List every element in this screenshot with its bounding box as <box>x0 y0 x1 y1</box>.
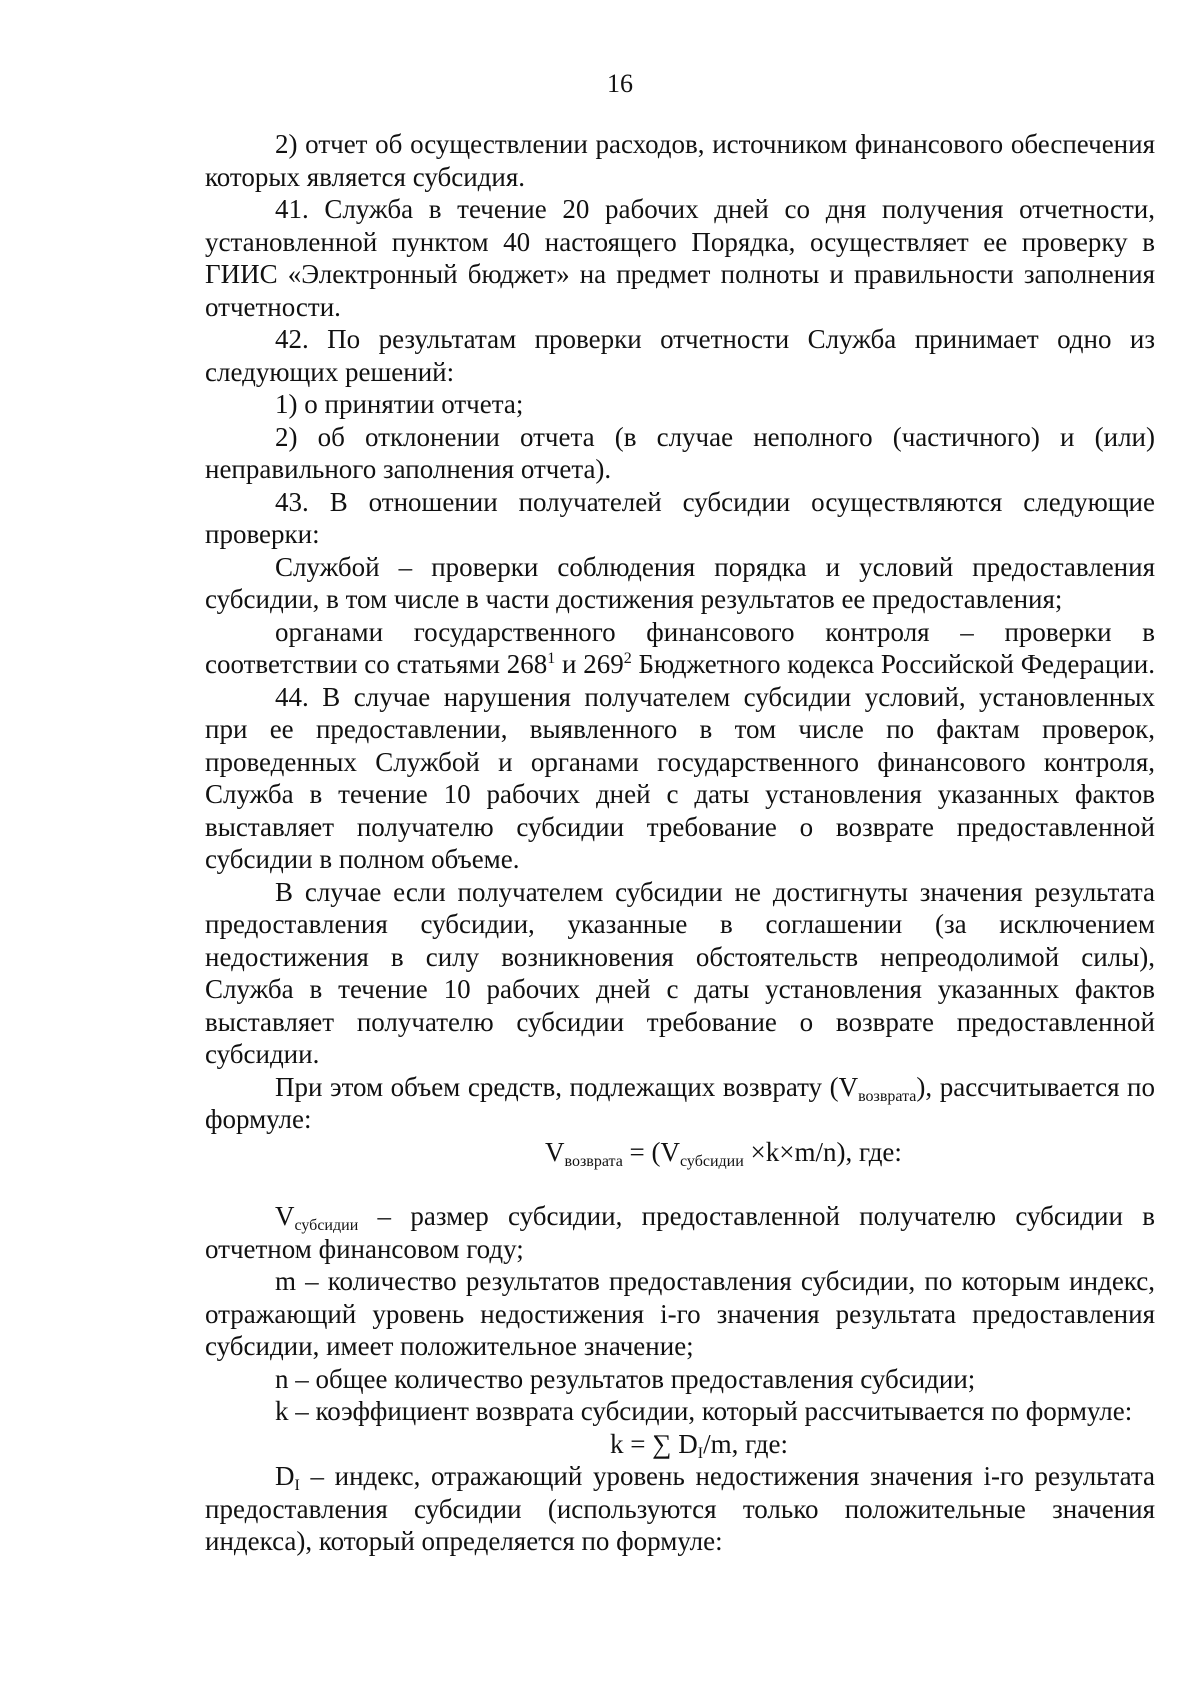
definition-n: n – общее количество результатов предоставления субсидии; <box>275 1363 976 1394</box>
paragraph-42-item-1: 1) о принятии отчета; <box>275 389 524 419</box>
definition-k: k – коэффициент возврата субсидии, который рассчитывается по формуле: <box>275 1396 1133 1426</box>
paragraph-44: 44. В случае нарушения получателем субсидии условий, установленных при ее предоставлении, выявленного в том числе по фактам проверок, проведенных Службой и органами государственного финансового контроля, Служба в течение 10 рабочих дней с даты установления указанных фактов выставляет получателю субсидии требование о возврате предоставленной субсидии в полном объеме. <box>205 681 1155 874</box>
formula-k: k = ∑ $D_I/m$, где: <box>610 1428 789 1462</box>
paragraph-42: 42. По результатам проверки отчетности Служба принимает одно из следующих решений: <box>205 324 1155 387</box>
definition-v-subsidy: $V_{субсидии}$ – размер субсидии, предоставленной получателю субсидии в отчетном финансовом году; <box>205 1201 1155 1264</box>
paragraph-43-financial-control: органами государственного финансового контроля – проверки в соответствии со статьями $268^1$ и $269^2$ Бюджетного кодекса Российской Федерации. <box>205 616 1155 679</box>
formula-spacer <box>205 1168 1155 1200</box>
formula-return-volume: $V_{возврата} = (V_{субсидии} \times k\times m/n)$, где: <box>545 1136 902 1170</box>
paragraph-44-not-achieved: В случае если получателем субсидии не достигнуты значения результата предоставления субсидии, указанные в соглашении (за исключением недостижения в силу возникновения обстоятельств непреодолимой силы), Служба в течение 10 рабочих дней с даты установления указанных фактов выставляет получателю субсидии требование о возврате предоставленной субсидии. <box>205 876 1155 1069</box>
definition-m: m – количество результатов предоставления субсидии, по которым индекс, отражающий уровень недостижения i-го значения результата предоставления субсидии, имеет положительное значение; <box>205 1266 1155 1361</box>
paragraph-report-item-2: 2) отчет об осуществлении расходов, источником финансового обеспечения которых является субсидия. <box>205 129 1155 192</box>
definition-d: $D_I$ – индекс, отражающий уровень недостижения значения i-го результата предоставления субсидии (используются только положительные значения индекса), который определяется по формуле: <box>205 1461 1155 1556</box>
paragraph-43: 43. В отношении получателей субсидии осуществляются следующие проверки: <box>205 486 1155 549</box>
page-number: 16 <box>607 69 633 98</box>
document-body <box>205 128 1155 1558</box>
paragraph-44-return-volume: При этом объем средств, подлежащих возврату $(V_{возврата})$, рассчитывается по формуле: <box>205 1071 1155 1134</box>
paragraph-41: 41. Служба в течение 20 рабочих дней со дня получения отчетности, установленной пунктом 40 настоящего Порядка, осуществляет ее проверку в ГИИС «Электронный бюджет» на предмет полноты и правильности заполнения отчетности. <box>205 194 1155 322</box>
paragraph-42-item-2: 2) об отклонении отчета (в случае неполного (частичного) и (или) неправильного заполнения отчета). <box>205 421 1155 484</box>
paragraph-43-service-checks: Службой – проверки соблюдения порядка и условий предоставления субсидии, в том числе в части достижения результатов ее предоставления; <box>205 551 1155 614</box>
